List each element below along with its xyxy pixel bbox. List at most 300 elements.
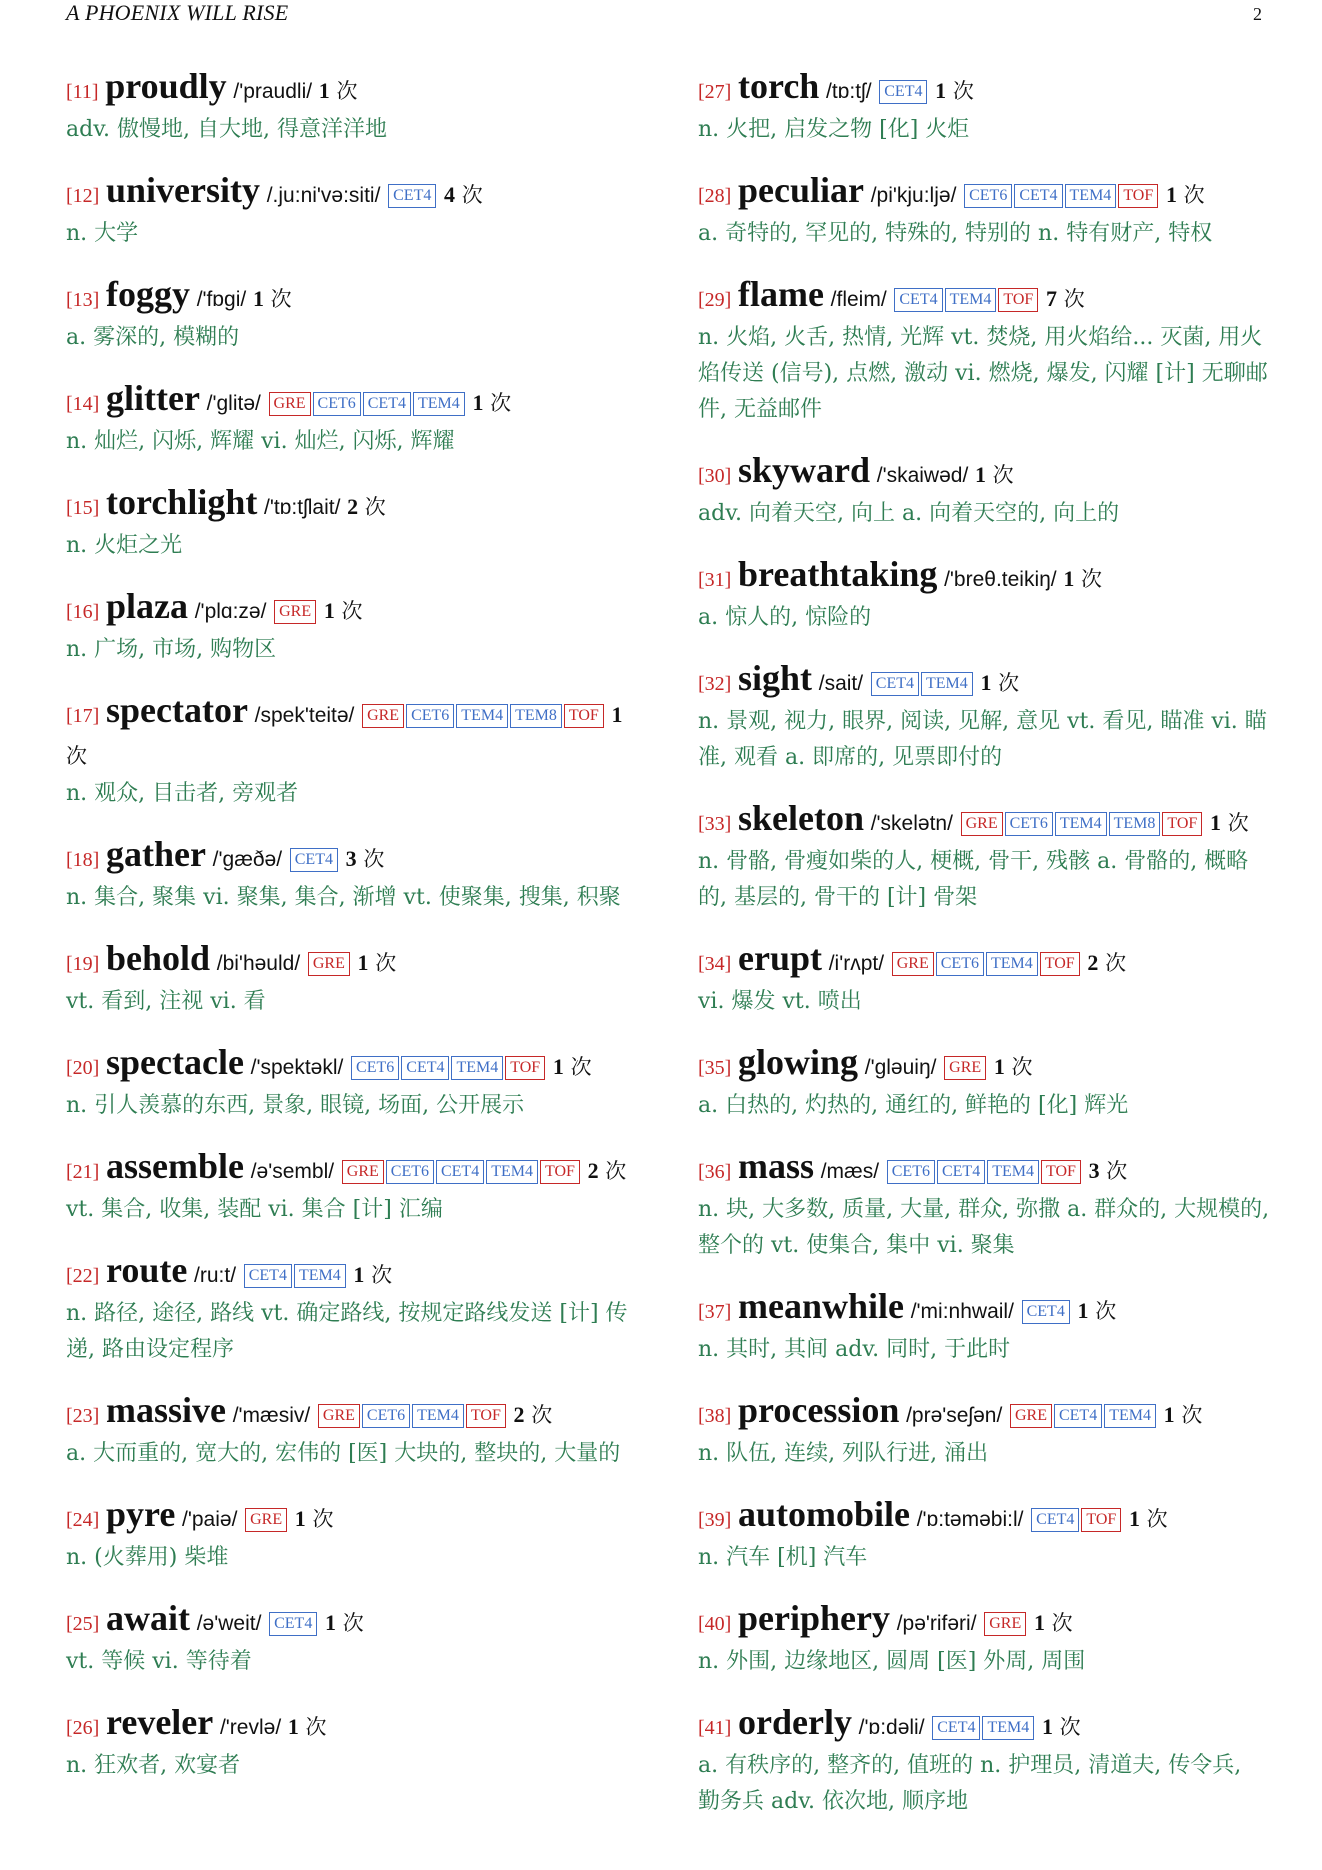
frequency-count: 1 [252,286,264,311]
frequency-unit: 次 [363,847,385,871]
word-entry [698,170,1270,252]
phonetic: /'gæðə/ [212,848,283,871]
headword: behold [106,938,211,978]
book-title: A PHOENIX WILL RISE [66,0,289,25]
definition: n. 观众, 目击者, 旁观者 [66,781,299,806]
word-entry [66,1702,638,1784]
frequency-count: 1 [611,702,623,727]
entry-headline [66,170,638,216]
frequency-unit: 次 [952,79,974,103]
exam-tag-cet4: CET4 [1031,1508,1079,1532]
headword: flame [738,274,824,314]
word-entry [66,690,638,812]
frequency-unit: 次 [371,1263,393,1287]
frequency-unit: 次 [1181,1403,1203,1427]
word-entry [698,1042,1270,1124]
word-entry [66,1042,638,1124]
word-entry [698,658,1270,776]
frequency-unit: 次 [364,495,386,519]
definition: vt. 看到, 注视 vi. 看 [66,989,266,1014]
definition: a. 白热的, 灼热的, 通红的, 鲜艳的 [化] 辉光 [698,1093,1129,1118]
exam-tag-tem8: TEM8 [510,704,562,728]
frequency-unit: 次 [490,391,512,415]
entry-headline [698,938,1270,984]
entry-index: [18] [66,849,100,871]
definition: a. 有秩序的, 整齐的, 值班的 n. 护理员, 清道夫, 传令兵, 勤务兵 adv. 依次地, 顺序地 [698,1753,1242,1814]
headword: glowing [738,1042,859,1082]
frequency-count: 4 [444,182,456,207]
entry-headline [698,1146,1270,1192]
word-entry [66,482,638,564]
phonetic: /ə'sembl/ [250,1160,335,1183]
entry-headline [66,66,638,112]
entry-headline [66,1250,638,1296]
exam-tag-cet4: CET4 [879,80,927,104]
frequency-count: 1 [294,1506,306,1531]
phonetic: /'breθ.teikiŋ/ [944,568,1057,591]
entry-headline [66,1146,638,1192]
exam-tag-tem4: TEM4 [982,1716,1034,1740]
headword: torch [738,66,820,106]
frequency-unit: 次 [461,183,483,207]
entry-headline [66,482,638,528]
headword: mass [738,1146,815,1186]
frequency-count: 1 [287,1714,299,1739]
exam-tag-tof: TOF [564,704,604,728]
word-entry [66,274,638,356]
definition: n. (火葬用) 柴堆 [66,1545,229,1570]
entry-index: [30] [698,465,732,487]
frequency-count: 1 [1077,1298,1089,1323]
word-entry [66,938,638,1020]
definition: n. 汽车 [机] 汽车 [698,1545,868,1570]
definition: a. 大而重的, 宽大的, 宏伟的 [医] 大块的, 整块的, 大量的 [66,1441,621,1466]
exam-tag-cet4: CET4 [871,672,919,696]
entry-index: [26] [66,1717,100,1739]
exam-tag-cet6: CET6 [964,184,1012,208]
exam-tag-tem4: TEM4 [413,392,465,416]
entry-index: [25] [66,1613,100,1635]
entry-index: [24] [66,1509,100,1531]
definition: a. 惊人的, 惊险的 [698,605,872,630]
entry-headline [698,66,1270,112]
entry-headline [66,1598,638,1644]
frequency-count: 2 [513,1402,525,1427]
entry-index: [31] [698,569,732,591]
frequency-unit: 次 [342,1611,364,1635]
headword: torchlight [106,482,258,522]
exam-tag-tof: TOF [505,1056,545,1080]
definition: n. 外围, 边缘地区, 圆周 [医] 外周, 周围 [698,1649,1086,1674]
frequency-count: 1 [357,950,369,975]
headword: reveler [106,1702,214,1742]
exam-tag-cet4: CET4 [1022,1300,1070,1324]
frequency-unit: 次 [998,671,1020,695]
entry-index: [41] [698,1717,732,1739]
frequency-count: 2 [347,494,359,519]
word-entry [698,1390,1270,1472]
phonetic: /'paiə/ [182,1508,238,1531]
exam-tag-tem4: TEM4 [456,704,508,728]
word-entry [698,1702,1270,1820]
word-entry [698,1286,1270,1368]
definition: n. 骨骼, 骨瘦如柴的人, 梗概, 骨干, 残骸 a. 骨骼的, 概略的, 基层的, 骨干的 [计] 骨架 [698,849,1249,910]
word-entry [66,170,638,252]
entry-index: [40] [698,1613,732,1635]
phonetic: /mæs/ [820,1160,880,1183]
phonetic: /.ju:ni'və:siti/ [266,184,381,207]
exam-tag-tem8: TEM8 [1109,812,1161,836]
entry-index: [39] [698,1509,732,1531]
headword: await [106,1598,191,1638]
definition: vt. 等候 vi. 等待着 [66,1649,252,1674]
entry-headline [66,274,638,320]
exam-tag-tof: TOF [1041,1160,1081,1184]
entry-index: [15] [66,497,100,519]
entry-index: [17] [66,705,100,727]
exam-tag-gre: GRE [245,1508,287,1532]
frequency-count: 1 [993,1054,1005,1079]
entry-headline [66,938,638,984]
exam-tag-cet4: CET4 [1014,184,1062,208]
exam-tag-tof: TOF [1118,184,1158,208]
phonetic: /'praudli/ [233,80,313,103]
frequency-count: 1 [552,1054,564,1079]
headword: procession [738,1390,900,1430]
headword: spectacle [106,1042,244,1082]
frequency-unit: 次 [1081,567,1103,591]
frequency-count: 7 [1046,286,1057,311]
frequency-unit: 次 [1183,183,1205,207]
headword: gather [106,834,206,874]
exam-tag-cet4: CET4 [401,1056,449,1080]
entry-index: [19] [66,953,100,975]
exam-tag-tof: TOF [466,1404,506,1428]
exam-tag-tem4: TEM4 [1065,184,1117,208]
headword: plaza [106,586,189,626]
entry-headline [66,378,638,424]
frequency-unit: 次 [1063,287,1085,311]
exam-tag-gre: GRE [892,952,934,976]
word-entry [698,274,1270,428]
entry-index: [33] [698,813,732,835]
entry-headline [66,690,638,776]
frequency-count: 1 [472,390,484,415]
exam-tag-tem4: TEM4 [412,1404,464,1428]
definition: n. 引人羡慕的东西, 景象, 眼镜, 场面, 公开展示 [66,1093,525,1118]
entry-headline [698,450,1270,496]
phonetic: /sait/ [818,672,864,695]
exam-tag-tem4: TEM4 [451,1056,503,1080]
phonetic: /'plɑ:zə/ [194,600,267,623]
exam-tag-tof: TOF [540,1160,580,1184]
exam-tag-tem4: TEM4 [986,952,1038,976]
exam-tag-gre: GRE [269,392,311,416]
headword: skyward [738,450,871,490]
definition: n. 火把, 启发之物 [化] 火炬 [698,117,970,142]
phonetic: /'ɒ:təməbi:l/ [916,1508,1024,1531]
entry-headline [698,798,1270,844]
exam-tag-gre: GRE [342,1160,384,1184]
entry-index: [36] [698,1161,732,1183]
phonetic: /pə'rifəri/ [896,1612,977,1635]
frequency-count: 1 [980,670,992,695]
exam-tag-cet6: CET6 [406,704,454,728]
exam-tag-cet4: CET4 [932,1716,980,1740]
headword: erupt [738,938,823,978]
frequency-unit: 次 [1011,1055,1033,1079]
exam-tag-tem4: TEM4 [1055,812,1107,836]
word-entry [698,66,1270,148]
entry-index: [27] [698,81,732,103]
entry-headline [698,1286,1270,1332]
word-entry [66,378,638,460]
exam-tag-gre: GRE [318,1404,360,1428]
frequency-count: 1 [1033,1610,1045,1635]
phonetic: /prə'seʃən/ [906,1404,1003,1427]
headword: university [106,170,261,210]
exam-tag-cet4: CET4 [290,848,338,872]
frequency-count: 3 [1088,1158,1100,1183]
definition: n. 景观, 视力, 眼界, 阅读, 见解, 意见 vt. 看见, 瞄准 vi. 瞄准, 观看 a. 即席的, 见票即付的 [698,709,1267,770]
exam-tag-cet4: CET4 [894,288,942,312]
frequency-unit: 次 [312,1507,334,1531]
definition: n. 队伍, 连续, 列队行进, 涌出 [698,1441,989,1466]
exam-tag-cet6: CET6 [362,1404,410,1428]
frequency-count: 1 [935,78,947,103]
phonetic: /tɒ:tʃ/ [826,80,872,103]
word-entry [66,1250,638,1368]
definition: vt. 集合, 收集, 装配 vi. 集合 [计] 汇编 [66,1197,443,1222]
entry-headline [698,1494,1270,1540]
word-entry [66,586,638,668]
phonetic: /'fɒgi/ [196,288,247,311]
word-entry [66,66,638,148]
phonetic: /'gləuiŋ/ [864,1056,937,1079]
word-entry [66,834,638,916]
exam-tag-cet6: CET6 [936,952,984,976]
entry-headline [698,658,1270,704]
frequency-count: 1 [1165,182,1177,207]
entry-headline [66,1702,638,1748]
frequency-unit: 次 [375,951,397,975]
exam-tag-tem4: TEM4 [987,1160,1039,1184]
word-entry [698,1494,1270,1576]
definition: n. 集合, 聚集 vi. 聚集, 集合, 渐增 vt. 使聚集, 搜集, 积聚 [66,885,621,910]
definition: vi. 爆发 vt. 喷出 [698,989,862,1014]
exam-tag-gre: GRE [961,812,1003,836]
frequency-count: 1 [1163,1402,1175,1427]
frequency-count: 1 [1041,1714,1053,1739]
phonetic: /'skelətn/ [870,812,953,835]
definition: adv. 向着天空, 向上 a. 向着天空的, 向上的 [698,501,1120,526]
headword: periphery [738,1598,890,1638]
exam-tag-cet4: CET4 [388,184,436,208]
frequency-unit: 次 [341,599,363,623]
frequency-unit: 次 [992,463,1014,487]
frequency-unit: 次 [605,1159,627,1183]
frequency-unit: 次 [66,744,87,768]
frequency-unit: 次 [1146,1507,1168,1531]
headword: route [106,1250,188,1290]
exam-tag-gre: GRE [274,600,316,624]
phonetic: /'glitə/ [206,392,261,415]
entry-headline [698,1042,1270,1088]
entry-index: [13] [66,289,100,311]
headword: peculiar [738,170,864,210]
entry-index: [12] [66,185,100,207]
page-header [66,0,1262,28]
word-entry [698,1598,1270,1680]
exam-tag-tof: TOF [998,288,1038,312]
phonetic: /'mi:nhwail/ [910,1300,1014,1323]
frequency-count: 1 [323,598,335,623]
entry-index: [21] [66,1161,100,1183]
headword: automobile [738,1494,911,1534]
exam-tag-tem4: TEM4 [1104,1404,1156,1428]
frequency-count: 1 [353,1262,365,1287]
frequency-unit: 次 [305,1715,327,1739]
phonetic: /'revlə/ [219,1716,282,1739]
entry-index: [28] [698,185,732,207]
definition: a. 雾深的, 模糊的 [66,325,240,350]
phonetic: /ru:t/ [194,1264,237,1287]
exam-tag-gre: GRE [362,704,404,728]
exam-tag-cet4: CET4 [436,1160,484,1184]
word-entry [698,450,1270,532]
frequency-unit: 次 [570,1055,592,1079]
frequency-count: 1 [1210,810,1222,835]
headword: skeleton [738,798,865,838]
word-entry [698,1146,1270,1264]
entry-headline [698,1702,1270,1748]
entry-headline [66,1494,638,1540]
frequency-unit: 次 [1051,1611,1073,1635]
phonetic: /'skaiwəd/ [876,464,969,487]
definition: n. 灿烂, 闪烁, 辉耀 vi. 灿烂, 闪烁, 辉耀 [66,429,455,454]
phonetic: /'mæsiv/ [232,1404,311,1427]
headword: spectator [106,690,248,730]
frequency-unit: 次 [270,287,292,311]
headword: foggy [106,274,191,314]
headword: meanwhile [738,1286,905,1326]
word-entry [66,1598,638,1680]
exam-tag-cet4: CET4 [937,1160,985,1184]
frequency-unit: 次 [1105,951,1127,975]
headword: assemble [106,1146,245,1186]
definition: n. 广场, 市场, 购物区 [66,637,277,662]
frequency-unit: 次 [1227,811,1249,835]
headword: pyre [106,1494,176,1534]
exam-tag-cet6: CET6 [386,1160,434,1184]
headword: sight [738,658,813,698]
entry-headline [698,1390,1270,1436]
entry-index: [11] [66,81,99,103]
word-entry [66,1390,638,1472]
definition: n. 火炬之光 [66,533,183,558]
exam-tag-gre: GRE [944,1056,986,1080]
entry-headline [66,834,638,880]
entry-index: [32] [698,673,732,695]
entry-headline [66,1042,638,1088]
entry-index: [29] [698,289,732,311]
exam-tag-tof: TOF [1081,1508,1121,1532]
exam-tag-tof: TOF [1162,812,1202,836]
phonetic: /bi'həuld/ [216,952,301,975]
entry-index: [34] [698,953,732,975]
phonetic: /i'rʌpt/ [828,952,885,975]
phonetic: /spek'teitə/ [254,704,355,727]
frequency-count: 2 [587,1158,599,1183]
entry-headline [66,1390,638,1436]
definition: adv. 傲慢地, 自大地, 得意洋洋地 [66,117,387,142]
entry-headline [698,1598,1270,1644]
definition: n. 狂欢者, 欢宴者 [66,1753,241,1778]
phonetic: /pi'kju:ljə/ [870,184,957,207]
definition: n. 块, 大多数, 质量, 大量, 群众, 弥撒 a. 群众的, 大规模的, 整个的 vt. 使集合, 集中 vi. 聚集 [698,1197,1270,1258]
headword: glitter [106,378,200,418]
exam-tag-tof: TOF [1040,952,1080,976]
entry-index: [38] [698,1405,732,1427]
frequency-count: 1 [1063,566,1075,591]
entry-index: [23] [66,1405,100,1427]
frequency-count: 1 [325,1610,336,1635]
phonetic: /ə'weit/ [196,1612,262,1635]
headword: breathtaking [738,554,938,594]
headword: orderly [738,1702,852,1742]
word-entry [66,1494,638,1576]
definition: n. 大学 [66,221,139,246]
exam-tag-tem4: TEM4 [945,288,997,312]
entry-index: [22] [66,1265,100,1287]
entry-index: [20] [66,1057,100,1079]
entry-headline [66,586,638,632]
phonetic: /fleim/ [830,288,887,311]
entry-index: [35] [698,1057,732,1079]
entry-headline [698,170,1270,216]
exam-tag-cet6: CET6 [313,392,361,416]
frequency-unit: 次 [1059,1715,1081,1739]
headword: proudly [105,66,227,106]
exam-tag-cet4: CET4 [363,392,411,416]
exam-tag-gre: GRE [1010,1404,1052,1428]
exam-tag-cet4: CET4 [269,1612,317,1636]
entry-headline [698,554,1270,600]
phonetic: /'tɒ:tʃlait/ [264,496,341,519]
exam-tag-tem4: TEM4 [921,672,973,696]
frequency-count: 1 [318,78,330,103]
frequency-count: 1 [1128,1506,1140,1531]
frequency-unit: 次 [1106,1159,1128,1183]
entry-index: [16] [66,601,100,623]
definition: n. 火焰, 火舌, 热情, 光辉 vt. 焚烧, 用火焰给... 灭菌, 用火焰传送 (信号), 点燃, 激动 vi. 燃烧, 爆发, 闪耀 [计] 无聊邮件, 无益邮件 [698,325,1268,422]
page-number: 2 [1253,4,1262,24]
frequency-count: 2 [1087,950,1099,975]
phonetic: /'ɒ:dəli/ [858,1716,925,1739]
word-entry [698,798,1270,916]
word-entry [698,938,1270,1020]
exam-tag-cet4: CET4 [244,1264,292,1288]
exam-tag-cet6: CET6 [351,1056,399,1080]
exam-tag-tem4: TEM4 [486,1160,538,1184]
definition: a. 奇特的, 罕见的, 特殊的, 特别的 n. 特有财产, 特权 [698,221,1213,246]
word-entry [66,1146,638,1228]
exam-tag-cet6: CET6 [887,1160,935,1184]
frequency-unit: 次 [531,1403,553,1427]
word-entry [698,554,1270,636]
phonetic: /'spektəkl/ [250,1056,344,1079]
headword: massive [106,1390,227,1430]
